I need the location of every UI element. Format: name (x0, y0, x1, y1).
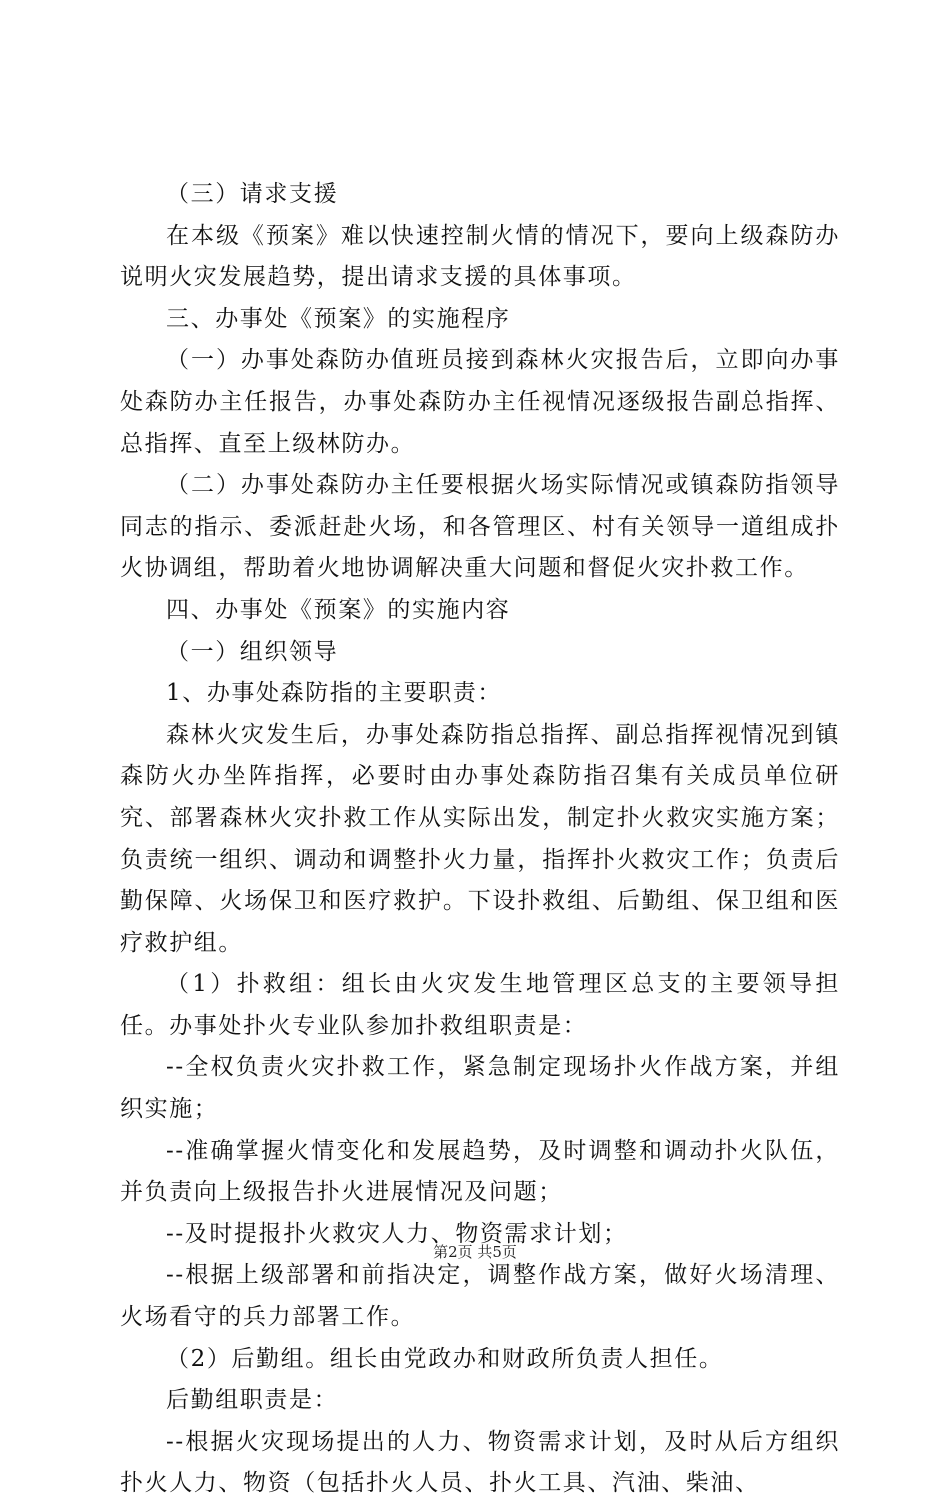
paragraph: （三）请求支援 (166, 181, 339, 207)
paragraph: 在本级《预案》难以快速控制火情的情况下，要向上级森防办说明火灾发展趋势，提出请求支援的具体事项。 (120, 222, 840, 291)
paragraph: 1、办事处森防指的主要职责： (166, 680, 503, 707)
section-heading: 三、办事处《预案》的实施程序 (166, 305, 511, 332)
document-body (120, 174, 840, 1505)
section-heading: 四、办事处《预案》的实施内容 (166, 596, 511, 623)
subsection-heading: （一）组织领导 (166, 638, 339, 665)
list-item: --根据上级部署和前指决定，调整作战方案，做好火场清理、火场看守的兵力部署工作。 (120, 1262, 840, 1331)
paragraph: （2）后勤组。组长由党政办和财政所负责人担任。 (166, 1345, 724, 1372)
paragraph: （1）扑救组：组长由火灾发生地管理区总支的主要领导担任。办事处扑火专业队参加扑救组职责是： (120, 971, 840, 1039)
list-item: --全权负责火灾扑救工作，紧急制定现场扑火作战方案，并组织实施； (120, 1054, 840, 1123)
paragraph: （二）办事处森防办主任要根据火场实际情况或镇森防指领导同志的指示、委派赶赴火场，和各管理区、村有关领导一道组成扑火协调组，帮助着火地协调解决重大问题和督促火灾扑救工作。 (120, 472, 840, 582)
page-number-footer: 第2页 共5页 (433, 1243, 517, 1261)
paragraph: （一）办事处森防办值班员接到森林火灾报告后，立即向办事处森防办主任报告，办事处森防办主任视情况逐级报告副总指挥、总指挥、直至上级林防办。 (120, 347, 840, 457)
paragraph: 森林火灾发生后，办事处森防指总指挥、副总指挥视情况到镇森防火办坐阵指挥，必要时由办事处森防指召集有关成员单位研究、部署森林火灾扑救工作从实际出发，制定扑火救灾实施方案；负责统一组织、调动和调整扑火力量，指挥扑火救灾工作；负责后勤保障、火场保卫和医疗救护。下设扑救组、后勤组、保卫组和医疗救护组。 (120, 721, 840, 956)
paragraph: 后勤组职责是： (166, 1387, 339, 1414)
list-item: --及时提报扑火救灾人力、物资需求计划； (166, 1220, 628, 1247)
list-item: --准确掌握火情变化和发展趋势，及时调整和调动扑火队伍，并负责向上级报告扑火进展情况及问题； (120, 1137, 840, 1206)
list-item: --根据火灾现场提出的人力、物资需求计划，及时从后方组织扑火人力、物资（包括扑火人员、扑火工具、汽油、柴油、 (120, 1428, 840, 1497)
